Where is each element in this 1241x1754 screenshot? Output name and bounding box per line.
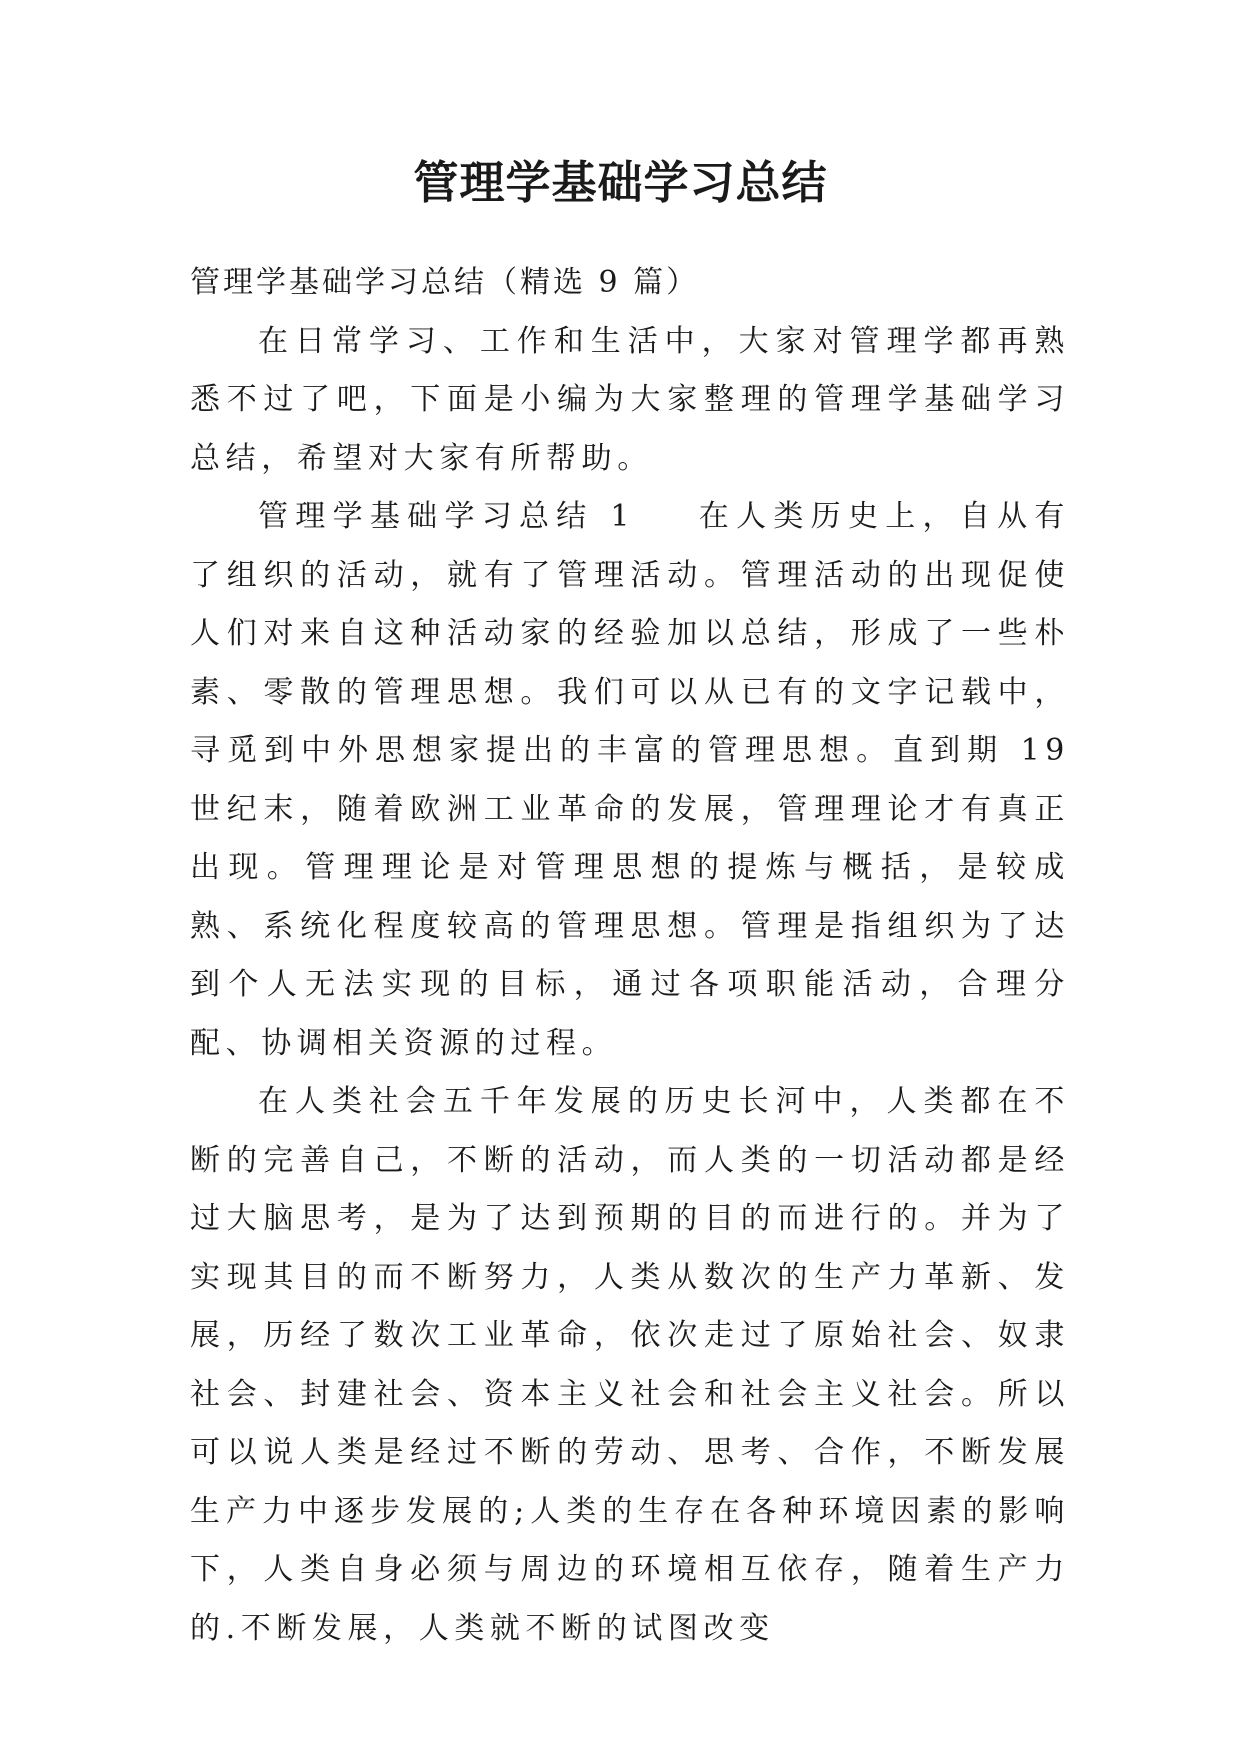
document-body — [190, 254, 1070, 1658]
section-1-paragraph — [190, 488, 1070, 1073]
intro-paragraph: 在日常学习、工作和生活中，大家对管理学都再熟悉不过了吧，下面是小编为大家整理的管理学基础学习总结，希望对大家有所帮助。 — [190, 323, 1070, 476]
section-1-text: 在人类历史上，自从有了组织的活动，就有了管理活动。管理活动的出现促使人们对来自这种活动家的经验加以总结，形成了一些朴素、零散的管理思想。我们可以从已有的文字记载中，寻觅到中外思想家提出的丰富的管理思想。直到期 19 世纪末，随着欧洲工业革命的发展，管理理论才有真正出现。管理理论是对管理思想的提炼与概括，是较成熟、系统化程度较高的管理思想。管理是指组织为了达到个人无法实现的目标，通过各项职能活动，合理分配、协调相关资源的过程。 — [190, 499, 1070, 1061]
section-1-heading: 管理学基础学习总结 1 — [258, 499, 636, 534]
document-title: 管理学基础学习总结 — [413, 156, 828, 209]
body-paragraph-2: 在人类社会五千年发展的历史长河中，人类都在不断的完善自己，不断的活动，而人类的一切活动都是经过大脑思考，是为了达到预期的目的而进行的。并为了实现其目的而不断努力，人类从数次的生产力革新、发展，历经了数次工业革命，依次走过了原始社会、奴隶社会、封建社会、资本主义社会和社会主义社会。所以可以说人类是经过不断的劳动、思考、合作，不断发展生产力中逐步发展的;人类的生存在各种环境因素的影响下，人类自身必须与周边的环境相互依存，随着生产力的.不断发展，人类就不断的试图改变 — [190, 1084, 1070, 1646]
document-subtitle: 管理学基础学习总结（精选 9 篇） — [190, 265, 700, 300]
